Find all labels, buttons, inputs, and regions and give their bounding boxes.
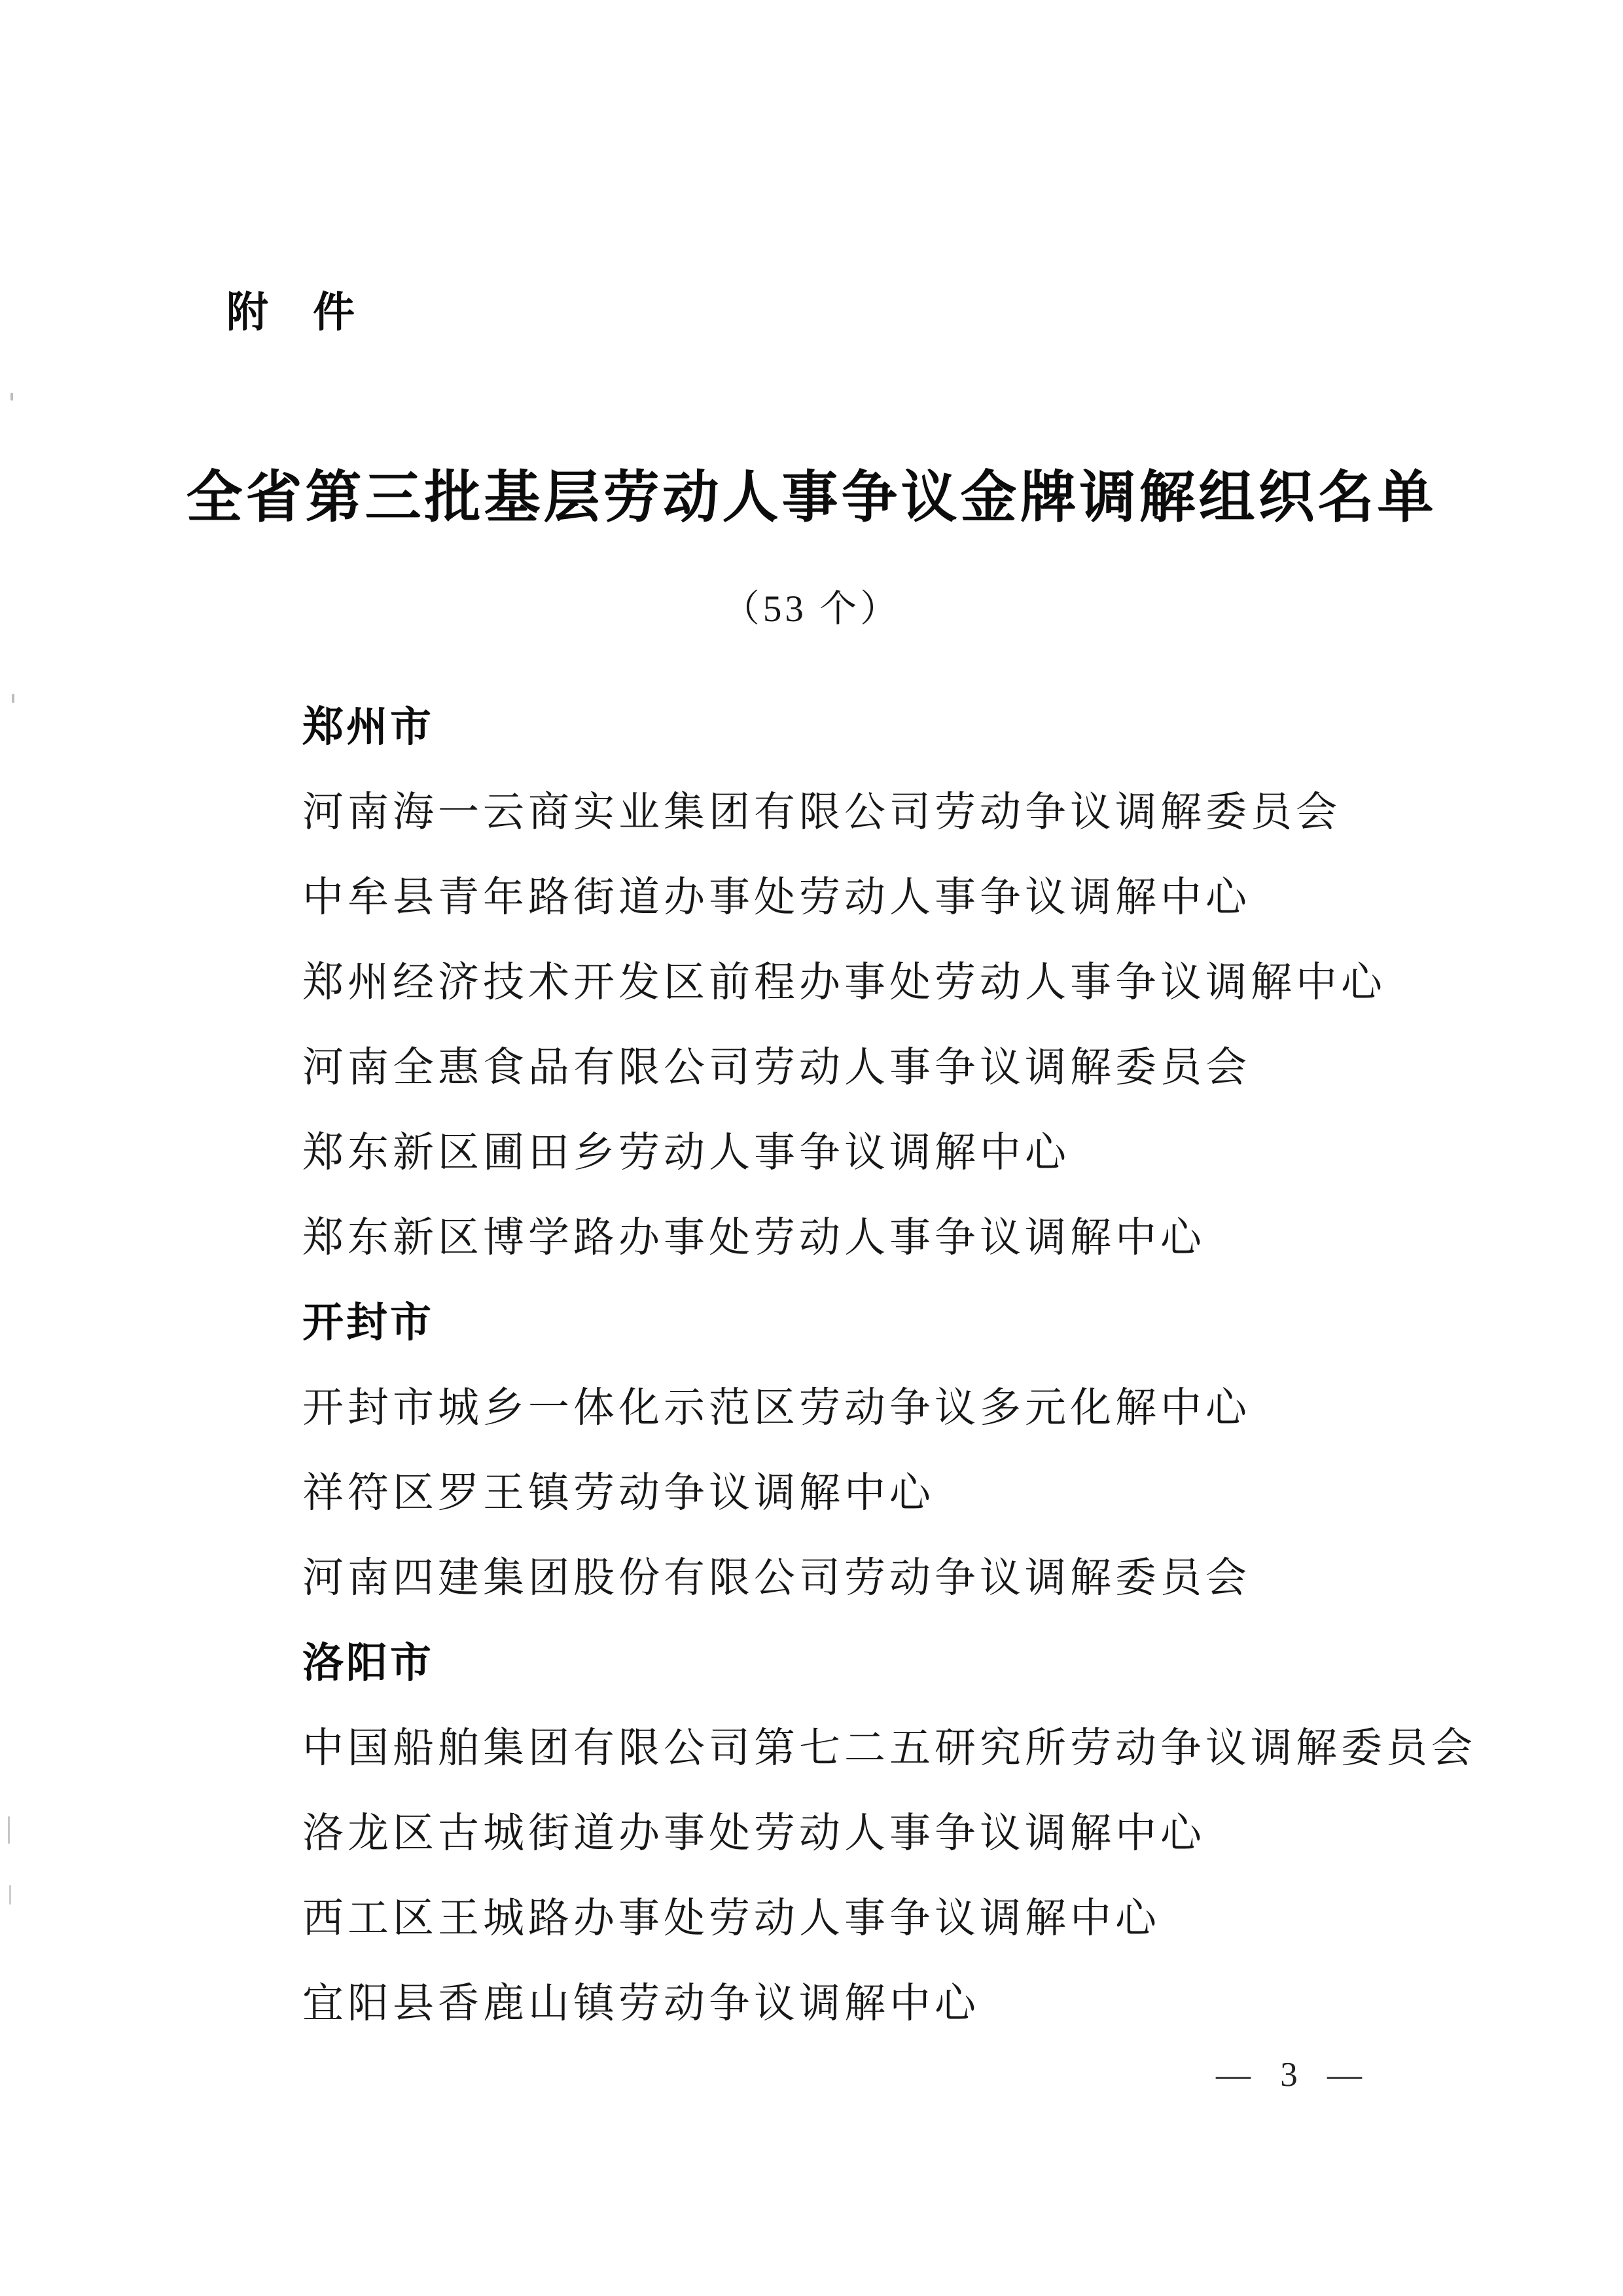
section-header-luoyang: 洛阳市 <box>302 1640 434 1686</box>
org-item: 宜阳县香鹿山镇劳动争议调解中心 <box>302 1980 980 2026</box>
org-item: 洛龙区古城街道办事处劳动人事争议调解中心 <box>302 1810 1205 1856</box>
count-subtitle: （53 个） <box>722 588 901 630</box>
org-item: 中牟县青年路街道办事处劳动人事争议调解中心 <box>302 874 1251 920</box>
attachment-label: 附 件 <box>226 289 356 336</box>
org-item: 西工区王城路办事处劳动人事争议调解中心 <box>302 1895 1160 1941</box>
org-item: 郑东新区博学路办事处劳动人事争议调解中心 <box>302 1214 1205 1261</box>
section-header-kaifeng: 开封市 <box>302 1299 434 1346</box>
org-item: 河南海一云商实业集团有限公司劳动争议调解委员会 <box>302 789 1341 835</box>
organization-list <box>0 681 1623 2042</box>
org-item: 郑州经济技术开发区前程办事处劳动人事争议调解中心 <box>302 959 1386 1005</box>
scan-noise-speck <box>12 694 14 703</box>
org-item: 河南全惠食品有限公司劳动人事争议调解委员会 <box>302 1044 1251 1090</box>
org-item: 中国船舶集团有限公司第七二五研究所劳动争议调解委员会 <box>302 1725 1476 1771</box>
scan-noise-speck <box>10 393 13 401</box>
org-item: 祥符区罗王镇劳动争议调解中心 <box>302 1469 935 1516</box>
section-header-zhengzhou: 郑州市 <box>302 704 434 750</box>
org-item: 河南四建集团股份有限公司劳动争议调解委员会 <box>302 1554 1251 1601</box>
scan-noise-speck <box>8 1816 10 1844</box>
org-item: 开封市城乡一体化示范区劳动争议多元化解中心 <box>302 1384 1251 1431</box>
page-number: — 3 — <box>1216 2056 1363 2094</box>
org-item: 郑东新区圃田乡劳动人事争议调解中心 <box>302 1129 1070 1175</box>
scan-noise-speck <box>9 1885 11 1905</box>
page-title: 全省第三批基层劳动人事争议金牌调解组织名单 <box>186 466 1437 529</box>
